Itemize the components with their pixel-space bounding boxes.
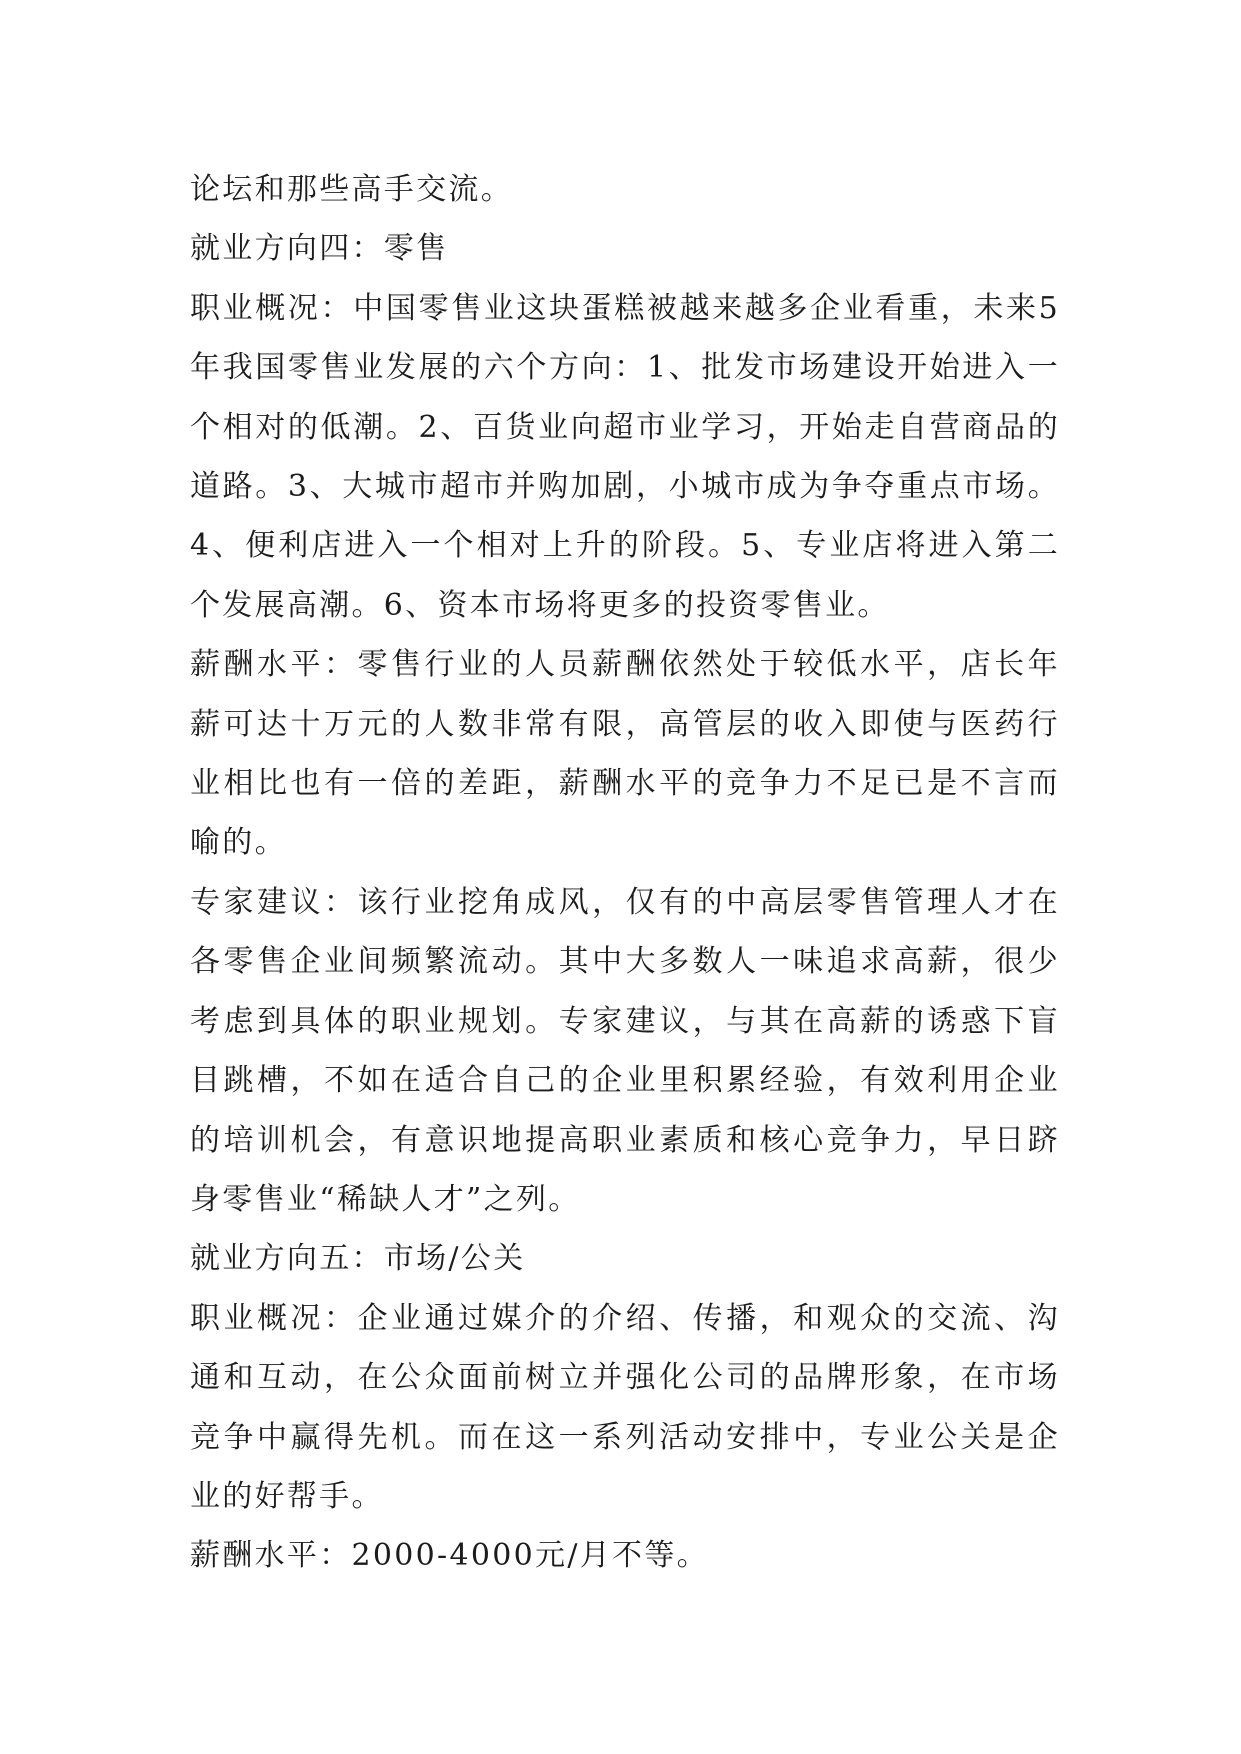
paragraph-retail-advice: 专家建议：该行业挖角成风，仅有的中高层零售管理人才在各零售企业间频繁流动。其中大多数人一味追求高薪，很少考虑到具体的职业规划。专家建议，与其在高薪的诱惑下盲目跳槽，不如在适合自己的企业里积累经验，有效利用企业的培训机会，有意识地提高职业素质和核心竞争力，早日跻身零售业“稀缺人才”之列。 [190, 884, 1060, 1217]
paragraph-marketing-overview: 职业概况：企业通过媒介的介绍、传播，和观众的交流、沟通和互动，在公众面前树立并强化公司的品牌形象，在市场竞争中赢得先机。而在这一系列活动安排中，专业公关是企业的好帮手。 [190, 1300, 1060, 1514]
section-heading-marketing-pr: 就业方向五：市场/公关 [190, 1241, 526, 1277]
document-body [190, 160, 1060, 1586]
paragraph-marketing-salary: 薪酬水平：2000-4000元/月不等。 [190, 1538, 709, 1574]
section-heading-retail: 就业方向四：零售 [190, 231, 449, 267]
paragraph-continuation: 论坛和那些高手交流。 [190, 172, 513, 207]
paragraph-retail-salary: 薪酬水平：零售行业的人员薪酬依然处于较低水平，店长年薪可达十万元的人数非常有限，高管层的收入即使与医药行业相比也有一倍的差距，薪酬水平的竞争力不足已是不言而喻的。 [190, 647, 1060, 861]
paragraph-retail-overview: 职业概况：中国零售业这块蛋糕被越来越多企业看重，未来5年我国零售业发展的六个方向：1、批发市场建设开始进入一个相对的低潮。2、百货业向超市业学习，开始走自营商品的道路。3、大城市超市并购加剧，小城市成为争夺重点市场。4、便利店进入一个相对上升的阶段。5、专业店将进入第二个发展高潮。6、资本市场将更多的投资零售业。 [190, 290, 1060, 623]
